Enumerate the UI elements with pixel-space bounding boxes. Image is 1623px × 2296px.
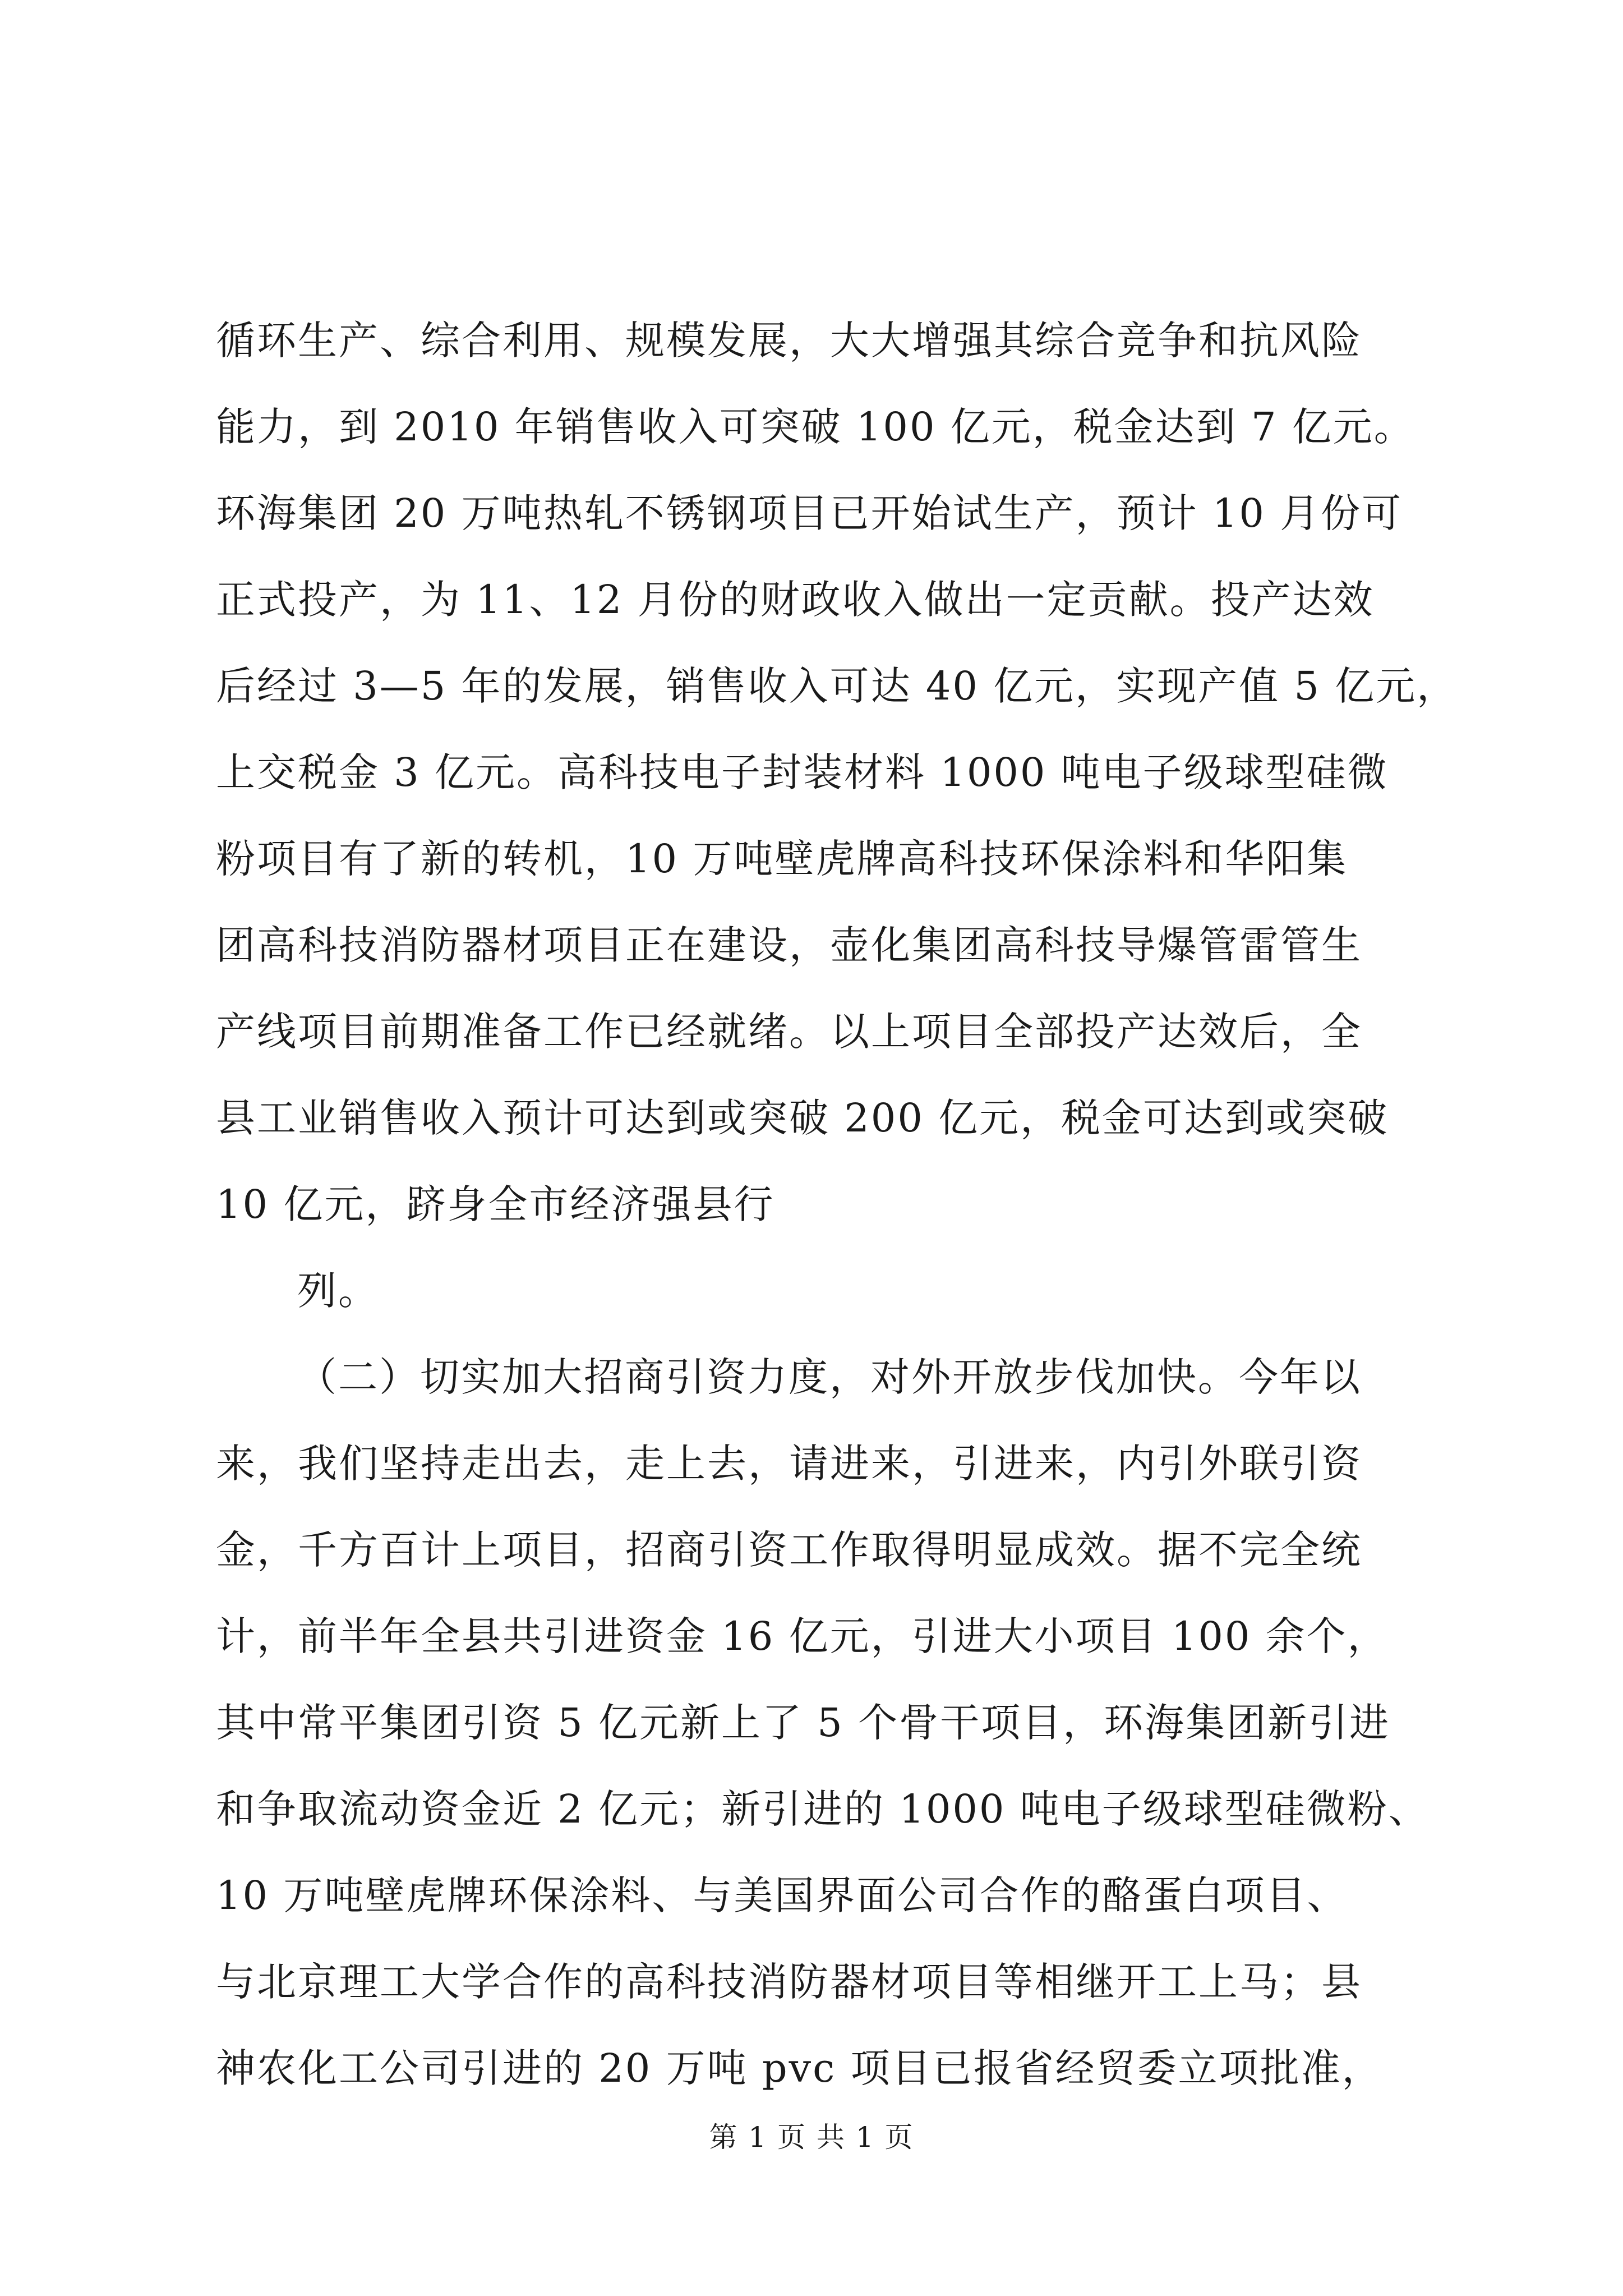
text-line: 循环生产、综合利用、规模发展，大大增强其综合竞争和抗风险 [216,318,1362,364]
page-number-label: 第 1 页 共 1 页 [709,2121,914,2154]
text-line: 其中常平集团引资 5 亿元新上了 5 个骨干项目，环海集团新引进 [216,1700,1391,1746]
text-line: 县工业销售收入预计可达到或突破 200 亿元，税金可达到或突破 [216,1095,1389,1141]
text-line: 10 亿元，跻身全市经济强县行 [216,1181,775,1227]
text-line: 来，我们坚持走出去，走上去，请进来，引进来，内引外联引资 [216,1441,1362,1487]
text-line: 神农化工公司引进的 20 万吨 pvc 项目已报省经贸委立项批准， [216,2045,1383,2091]
text-line: 和争取流动资金近 2 亿元；新引进的 1000 吨电子级球型硅微粉、 [216,1786,1430,1832]
text-line: 正式投产，为 11、12 月份的财政收入做出一定贡献。投产达效 [216,577,1375,623]
text-line: 环海集团 20 万吨热轧不锈钢项目已开始试生产，预计 10 月份可 [216,490,1403,536]
text-line: 上交税金 3 亿元。高科技电子封装材料 1000 吨电子级球型硅微 [216,749,1389,795]
text-line: 后经过 3—5 年的发展，销售收入可达 40 亿元，实现产值 5 亿元， [216,663,1458,709]
text-line: 团高科技消防器材项目正在建设，壶化集团高科技导爆管雷管生 [216,922,1362,968]
text-line: 计，前半年全县共引进资金 16 亿元，引进大小项目 100 余个， [216,1613,1389,1659]
text-line: 能力，到 2010 年销售收入可突破 100 亿元，税金达到 7 亿元。 [216,404,1415,450]
text-line: 与北京理工大学合作的高科技消防器材项目等相继开工上马；县 [216,1959,1362,2005]
text-line: 金，千方百计上项目，招商引资工作取得明显成效。据不完全统 [216,1527,1362,1573]
text-line: 列。 [297,1268,379,1314]
body-text [216,297,1458,2111]
section-heading-line: （二）切实加大招商引资力度，对外开放步伐加快。今年以 [297,1354,1362,1400]
text-line: 产线项目前期准备工作已经就绪。以上项目全部投产达效后，全 [216,1009,1362,1055]
text-line: 10 万吨壁虎牌环保涂料、与美国界面公司合作的酪蛋白项目、 [216,1872,1348,1918]
page-footer [0,2118,1623,2157]
text-line: 粉项目有了新的转机，10 万吨壁虎牌高科技环保涂料和华阳集 [216,836,1348,882]
